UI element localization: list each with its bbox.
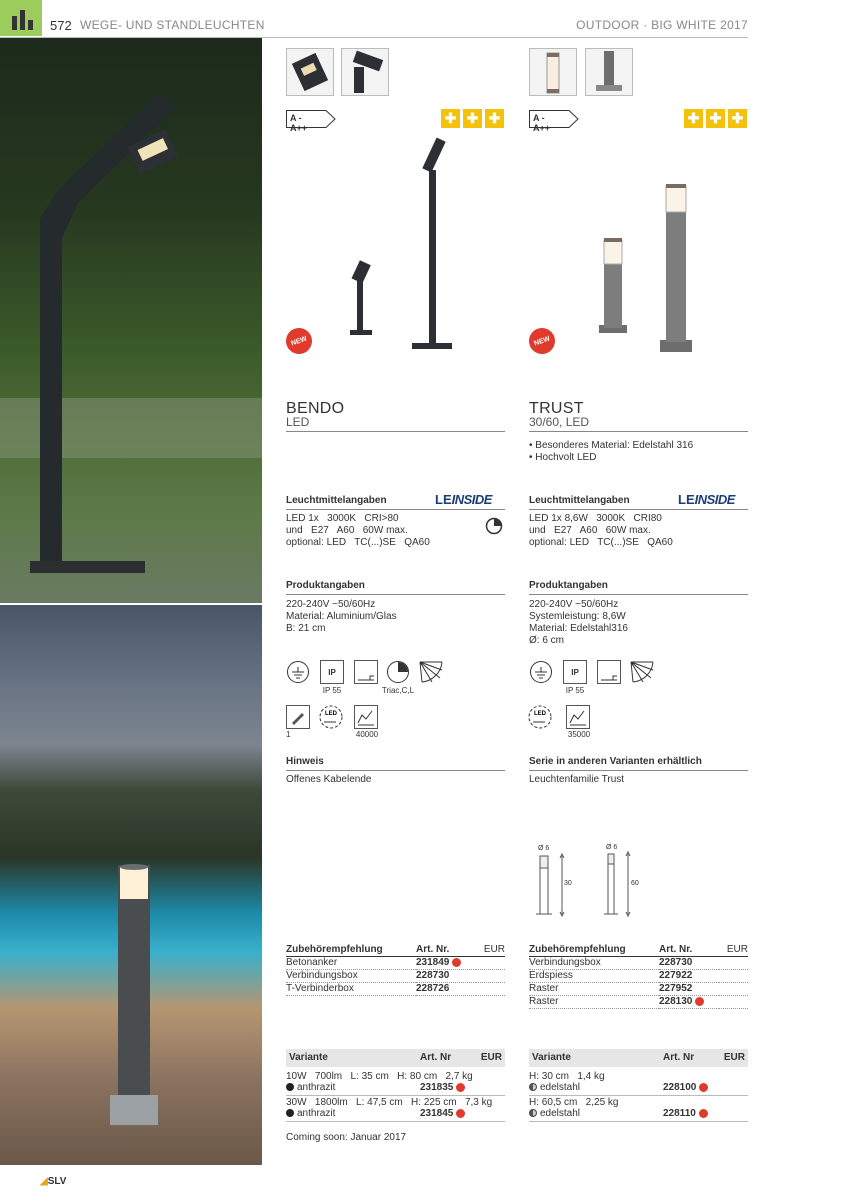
- variant-art: 228100: [663, 1082, 708, 1094]
- product-line: 220-240V ~50/60Hz: [529, 599, 619, 610]
- dim-diameter-1: Ø 6: [538, 845, 550, 852]
- bendo-subtitle: LED: [286, 415, 310, 429]
- bollard-icon: [0, 0, 42, 36]
- divider: [286, 770, 505, 771]
- trust-accessories-table: [529, 944, 748, 1009]
- bendo-thumb-1[interactable]: [286, 48, 334, 96]
- lifetime-caption: 40000: [355, 730, 379, 739]
- anthracite-swatch-icon: [286, 1083, 294, 1091]
- variant-art: 231845: [420, 1108, 465, 1120]
- bendo-title: BENDO: [286, 400, 345, 417]
- trust-pool-photo: [0, 605, 262, 1165]
- discontinued-icon: [456, 1109, 465, 1118]
- coming-soon-note: Coming soon: Januar 2017: [286, 1132, 407, 1143]
- lamp-line: optional: LED TC(...)SE QA60: [286, 537, 430, 548]
- divider: [529, 431, 748, 432]
- rating-stars: [684, 109, 747, 128]
- table-row: Raster 227952: [529, 983, 748, 996]
- feature-bullet: • Besonderes Material: Edelstahl 316: [529, 440, 694, 451]
- variant-color: edelstahl: [529, 1082, 580, 1094]
- dimmer-caption: Triac,C,L: [381, 686, 415, 695]
- product-section-title: Produktangaben: [286, 580, 365, 591]
- svg-text:LED: LED: [534, 711, 546, 717]
- dimmable-icon: [485, 517, 503, 535]
- divider: [529, 509, 748, 510]
- lamp-line: und E27 A60 60W max.: [286, 525, 408, 536]
- led-inside-logo: LEINSIDE: [435, 492, 492, 507]
- acc-header-eur: EUR: [726, 944, 748, 955]
- page-number: 572: [50, 18, 72, 33]
- product-line: Material: Aluminium/Glas: [286, 611, 397, 622]
- divider: [286, 594, 505, 595]
- product-section-title: Produktangaben: [529, 580, 608, 591]
- lamp-section-title: Leuchtmittelangaben: [529, 495, 630, 506]
- product-line: 220-240V ~50/60Hz: [286, 599, 376, 610]
- table-row: Betonanker 231849: [286, 957, 505, 970]
- trust-subtitle: 30/60, LED: [529, 415, 590, 429]
- led-inside-logo: LEINSIDE: [678, 492, 735, 507]
- discontinued-icon: [695, 997, 704, 1006]
- lamp-line: LED 1x 3000K CRI>80: [286, 513, 399, 524]
- table-row: Raster 228130: [529, 996, 748, 1009]
- acc-header-name: Zubehörempfehlung: [286, 944, 383, 955]
- lamp-line: optional: LED TC(...)SE QA60: [529, 537, 673, 548]
- variant-spec: 10W 700lm L: 35 cm H: 80 cm 2,7 kg: [286, 1071, 473, 1082]
- brand-logo: ◢SLV: [40, 1176, 67, 1187]
- note-text: Offenes Kabelende: [286, 774, 372, 785]
- variant-spec: 30W 1800lm L: 47,5 cm H: 225 cm 7,3 kg: [286, 1097, 493, 1108]
- new-badge: NEW: [525, 324, 558, 357]
- protection-class-icon: [286, 660, 310, 684]
- dimmer-icon: [386, 660, 410, 684]
- lamp-section-title: Leuchtmittelangaben: [286, 495, 387, 506]
- product-line: Material: Edelstahl316: [529, 623, 628, 634]
- stainless-swatch-icon: [529, 1109, 537, 1117]
- variant-art: 231835: [420, 1082, 465, 1094]
- table-row: T-Verbinderbox 228726: [286, 983, 505, 996]
- rating-stars: [441, 109, 504, 128]
- variants-header: Variante Art. Nr EUR: [286, 1049, 505, 1067]
- divider: [286, 1095, 505, 1096]
- series-text: Leuchtenfamilie Trust: [529, 774, 625, 785]
- trust-lamp-photo: [0, 605, 262, 1165]
- discontinued-icon: [452, 958, 461, 967]
- feature-bullet: • Hochvolt LED: [529, 452, 597, 463]
- ip-rating-icon: IP: [563, 660, 587, 684]
- variants-header: Variante Art. Nr EUR: [529, 1049, 748, 1067]
- led-exchange-icon: [527, 704, 553, 730]
- beam-angle-icon: [629, 660, 655, 684]
- bendo-product-image: [340, 130, 470, 355]
- spot-icon: [286, 705, 310, 729]
- new-badge: NEW: [282, 324, 315, 357]
- bendo-lamp-photo: [0, 38, 262, 603]
- plus-star-icon: ✚: [441, 109, 460, 128]
- bendo-garden-photo: [0, 38, 262, 603]
- divider: [286, 1121, 505, 1122]
- lifetime-chart-icon: [354, 705, 378, 729]
- plus-star-icon: ✚: [728, 109, 747, 128]
- variant-color: edelstahl: [529, 1108, 580, 1120]
- note-section-title: Hinweis: [286, 756, 324, 767]
- category-title: WEGE- UND STANDLEUCHTEN: [80, 18, 265, 32]
- svg-text:LED: LED: [325, 711, 337, 717]
- product-line: B: 21 cm: [286, 623, 326, 634]
- ip-caption: IP 55: [565, 686, 585, 695]
- led-exchange-icon: [318, 704, 344, 730]
- divider: [529, 770, 748, 771]
- plus-star-icon: ✚: [706, 109, 725, 128]
- catalog-title: OUTDOOR · BIG WHITE 2017: [576, 18, 748, 32]
- variant-spec: H: 30 cm 1,4 kg: [529, 1071, 605, 1082]
- ip-rating-icon: IP: [320, 660, 344, 684]
- dim-height-1: 30: [564, 880, 572, 887]
- anthracite-swatch-icon: [286, 1109, 294, 1117]
- acc-header-name: Zubehörempfehlung: [529, 944, 626, 955]
- protection-class-icon: [529, 660, 553, 684]
- table-row: Verbindungsbox 228730: [286, 970, 505, 983]
- acc-header-art: Art. Nr.: [659, 944, 693, 955]
- trust-product-image: [585, 180, 705, 355]
- divider: [529, 1121, 748, 1122]
- variant-spec: H: 60,5 cm 2,25 kg: [529, 1097, 619, 1108]
- variant-color: anthrazit: [286, 1108, 335, 1120]
- plus-star-icon: ✚: [684, 109, 703, 128]
- divider: [286, 509, 505, 510]
- table-row: Verbindungsbox 228730: [529, 957, 748, 970]
- divider: [529, 594, 748, 595]
- bendo-accessories-table: [286, 944, 505, 996]
- acc-header-art: Art. Nr.: [416, 944, 450, 955]
- lifetime-chart-icon: [566, 705, 590, 729]
- product-line: Ø: 6 cm: [529, 635, 565, 646]
- divider: [286, 431, 505, 432]
- lamp-line: und E27 A60 60W max.: [529, 525, 651, 536]
- bendo-thumb-2[interactable]: [341, 48, 389, 96]
- divider: [529, 1095, 748, 1096]
- product-line: Systemleistung: 8,6W: [529, 611, 626, 622]
- discontinued-icon: [456, 1083, 465, 1092]
- dim-height-2: 60: [631, 880, 639, 887]
- category-tab: [0, 0, 42, 36]
- table-row: Erdspiess 227922: [529, 970, 748, 983]
- trust-thumb-1[interactable]: [529, 48, 577, 96]
- beam-angle-icon: [418, 660, 444, 684]
- plus-star-icon: ✚: [485, 109, 504, 128]
- stainless-swatch-icon: [529, 1083, 537, 1091]
- variant-art: 228110: [663, 1108, 708, 1120]
- spot-caption: 1: [286, 730, 291, 739]
- variant-color: anthrazit: [286, 1082, 335, 1094]
- trust-thumb-2[interactable]: [585, 48, 633, 96]
- plus-star-icon: ✚: [463, 109, 482, 128]
- dim-diameter-2: Ø 6: [606, 844, 618, 851]
- trust-title: TRUST: [529, 400, 584, 417]
- discontinued-icon: [699, 1109, 708, 1118]
- surface-mount-icon: [354, 660, 378, 684]
- discontinued-icon: [699, 1083, 708, 1092]
- ip-caption: IP 55: [322, 686, 342, 695]
- surface-mount-icon: [597, 660, 621, 684]
- acc-header-eur: EUR: [483, 944, 505, 955]
- lifetime-caption: 35000: [567, 730, 591, 739]
- lamp-line: LED 1x 8,6W 3000K CRI80: [529, 513, 662, 524]
- series-section-title: Serie in anderen Varianten erhältlich: [529, 756, 702, 767]
